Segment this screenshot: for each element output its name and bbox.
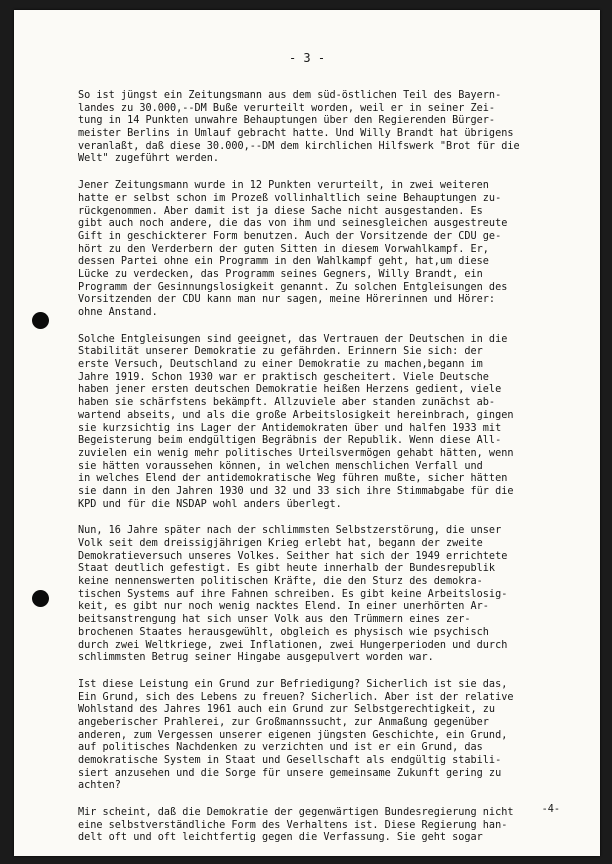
text-line: Nun, 16 Jahre später nach der schlimmsten Selbstzerstörung, die unser (78, 525, 502, 537)
text-line: Gift in geschickterer Form benutzen. Auch der Vorsitzende der CDU ge- (78, 230, 502, 242)
text-line: Demokratieversuch unseres Volkes. Seither hat sich der 1949 errichtete (78, 550, 508, 562)
text-line: in welches Elend der antidemokratische Weg führen mußte, sicher hätten (78, 473, 508, 485)
paragraph (78, 334, 594, 512)
text-line: meister Berlins in Umlauf gebracht hatte. Und Willy Brandt hat übrigens (78, 128, 514, 140)
text-line: Mir scheint, daß die Demokratie der gegenwärtigen Bundesregierung nicht (78, 807, 514, 819)
paragraph (78, 679, 594, 793)
paragraph (78, 90, 594, 166)
paragraph (78, 807, 594, 845)
text-line: Staat deutlich gefestigt. Es gibt heute innerhalb der Bundesrepublik (78, 563, 496, 575)
text-line: beitsanstrengung hat sich unser Volk aus den Trümmern eines zer- (78, 614, 471, 626)
next-page-marker: -4- (541, 804, 560, 815)
text-line: rückgenommen. Aber damit ist ja diese Sache nicht ausgestanden. Es (78, 205, 483, 217)
text-line: Vorsitzenden der CDU kann man nur sagen, meine Hörerinnen und Hörer: (78, 294, 496, 306)
page-number: - 3 - (288, 51, 326, 65)
text-line: sie dann in den Jahren 1930 und 32 und 33 sich ihre Stimmabgabe für die (78, 485, 514, 497)
text-line: hatte er selbst schon im Prozeß vollinhaltlich seine Behauptungen zu- (78, 192, 502, 204)
text-line: tischen Systems auf ihre Fahnen schreiben. Es gibt keine Arbeitslosig- (78, 588, 508, 600)
text-line: landes zu 30.000,--DM Buße verurteilt worden, weil er in seiner Zei- (78, 102, 496, 114)
text-line: Ein Grund, sich des Lebens zu freuen? Sicherlich. Aber ist der relative (78, 691, 514, 703)
punch-hole-lower (32, 590, 49, 607)
text-line: haben sie schärfstens bekämpft. Allzuviele aber standen zunächst ab- (78, 397, 496, 409)
text-line: schlimmsten Betrug seiner Hingabe ausgepulvert worden war. (78, 652, 434, 664)
punch-hole-upper (32, 312, 49, 329)
text-line: wartend abseits, und als die große Arbeitslosigkeit hereinbrach, gingen (78, 409, 514, 421)
text-line: So ist jüngst ein Zeitungsmann aus dem süd-östlichen Teil des Bayern- (78, 90, 502, 101)
text-line: siert anzusehen und die Sorge für unsere gemeinsame Zukunft gering zu (78, 767, 502, 779)
document-page (14, 10, 600, 856)
paragraph (78, 525, 594, 665)
text-line: demokratische System in Staat und Gesellschaft als endgültig stabili- (78, 755, 502, 766)
text-line: ohne Anstand. (78, 307, 158, 318)
text-line: KPD und für die NSDAP wohl anders überlegt. (78, 498, 342, 510)
text-line: keine nennenswerten politischen Kräfte, die den Sturz des demokra- (78, 576, 483, 588)
paragraph (78, 180, 594, 320)
text-line: Solche Entgleisungen sind geeignet, das Vertrauen der Deutschen in die (78, 333, 508, 345)
text-line: zuvielen ein wenig mehr politisches Urteilsvermögen gehabt hätten, wenn (78, 447, 514, 459)
text-line: eine selbstverständliche Form des Verhaltens ist. Diese Regierung han- (78, 819, 508, 831)
body-text (78, 90, 594, 859)
text-line: Stabilität unserer Demokratie zu gefährden. Erinnern Sie sich: der (78, 346, 483, 358)
text-line: Programm der Gesinnungslosigkeit genannt. Zu solchen Entgleisungen des (78, 281, 508, 293)
text-line: durch zwei Weltkriege, zwei Inflationen, zwei Hungerperioden und durch (78, 639, 508, 651)
text-line: auf politisches Nachdenken zu verzichten und ist er ein Grund, das (78, 742, 483, 754)
text-line: hört zu den Verderbern der guten Sitten in diesem Vorwahlkampf. Er, (78, 243, 489, 255)
text-line: Begeisterung beim endgültigen Begräbnis der Republik. Wenn diese All- (78, 435, 502, 447)
text-line: Welt" zugeführt werden. (78, 153, 220, 165)
text-line: brochenen Staates herausgewühlt, obgleich es physisch wie psychisch (78, 626, 489, 638)
text-line: tung in 14 Punkten unwahre Behauptungen über den Regierenden Bürger- (78, 115, 496, 127)
text-line: anderen, zum Vergessen unserer eigenen jüngsten Geschichte, ein Grund, (78, 729, 508, 741)
text-line: haben jener ersten deutschen Demokratie heißen Herzens gedient, viele (78, 384, 502, 396)
text-line: Lücke zu verdecken, das Programm seines Gegners, Willy Brandt, ein (78, 268, 483, 280)
text-line: sie hätten voraussehen können, in welchen menschlichen Verfall und (78, 460, 483, 472)
text-line: keit, es gibt nur noch wenig nacktes Elend. In einer unerhörten Ar- (78, 601, 489, 613)
text-line: gibt auch noch andere, die das von ihm und seinesgleichen ausgestreute (78, 218, 508, 230)
text-line: Wohlstand des Jahres 1961 auch ein Grund zur Selbstgerechtigkeit, zu (78, 704, 496, 716)
text-line: erste Versuch, Deutschland zu einer Demokratie zu machen,begann im (78, 359, 483, 371)
text-line: achten? (78, 780, 121, 792)
text-line: Jahre 1919. Schon 1930 war er praktisch gescheitert. Viele Deutsche (78, 371, 489, 383)
text-line: veranlaßt, daß diese 30.000,--DM dem kirchlichen Hilfswerk "Brot für die (78, 140, 520, 152)
text-line: Volk seit dem dreissigjährigen Krieg erlebt hat, begann der zweite (78, 538, 483, 549)
text-line: sie kurzsichtig ins Lager der Antidemokraten über und halfen 1933 mit (78, 422, 502, 434)
text-line: delt oft und oft leichtfertig gegen die Verfassung. Sie geht sogar (78, 832, 483, 844)
text-line: angeberischer Prahlerei, zur Großmannssucht, zur Anmaßung gegenüber (78, 716, 489, 728)
text-line: Ist diese Leistung ein Grund zur Befriedigung? Sicherlich ist sie das, (78, 678, 508, 690)
text-line: Jener Zeitungsmann wurde in 12 Punkten verurteilt, in zwei weiteren (78, 180, 489, 192)
text-line: dessen Partei ohne ein Programm in den Wahlkampf geht, hat,um diese (78, 256, 489, 268)
